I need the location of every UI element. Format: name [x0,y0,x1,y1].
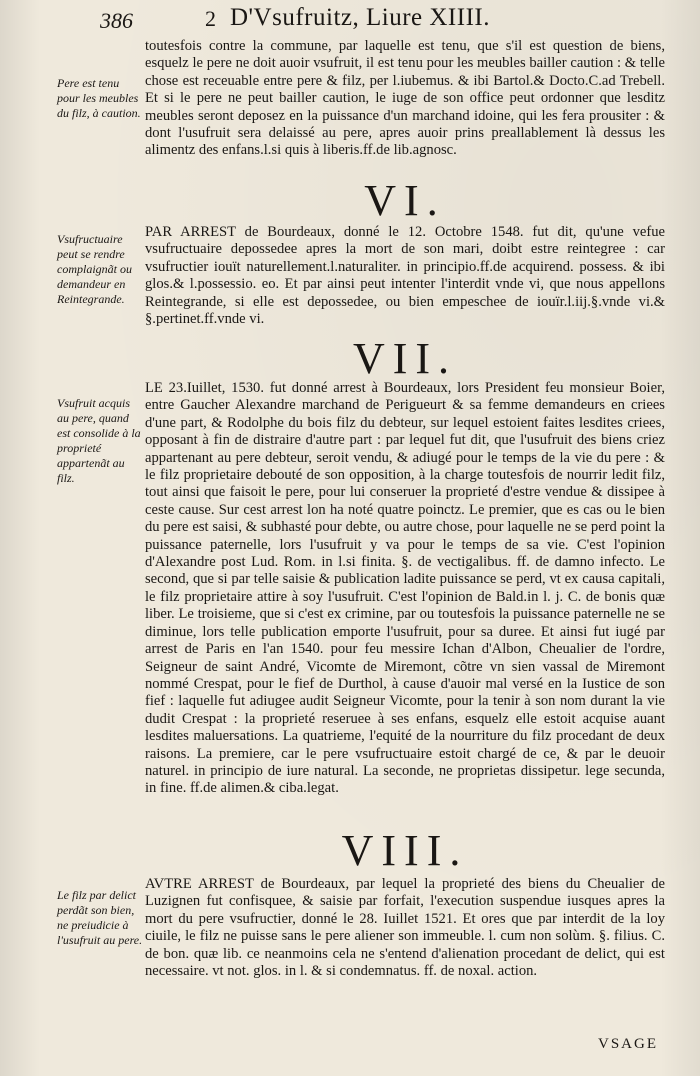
paragraph-section-viii: AVTRE ARREST de Bourdeaux, par lequel la proprieté des biens du Cheualier de Luzignen fut confisquee, & saisie par forfait, l'execution suspendue iusques apres la mort du pere vsufructier, donné le 28. Iuillet 1521. Et ores que par interdit de la loy ciuile, le filz ne puisse sans le pere aliener son immeuble. l. cum non solùm. §. filius. C. de bon. quæ lib. ce neanmoins cela ne s'entend d'alienation procedant de delict, qui est necessaire. vt not. glos. in l. & si condemnatus. ff. de noxal. action. [145,876,665,980]
paragraph-section-vii: LE 23.Iuillet, 1530. fut donné arrest à Bourdeaux, lors President feu monsieur Boier, entre Gaucher Alexandre marchand de Perigueurt & sa femme demandeurs en criees d'une part, & Rodolphe du bois filz du debteur, sur lequel estoient faites lesdites criees, opposant à fin de distraire d'autre part : par lequel fut dit, que l'usufruit des biens criez appartenant au pere debteur, seroit vendu, & adiugé pour le temps de la vie du pere : & le filz proprietaire debouté de son opposition, à la charge toutesfois de nourrir ledit filz, tout ainsi que faisoit le pere, pour lui conseruer la proprieté d'estre vendue & dissipee à ceste cause. Sur cest arrest lon ha noté quatre poinctz. Le premier, que es cas ou le bien du pere est saisi, & subhasté pour debte, ou autre chose, pour laquelle ne se perd point la puissance paternelle, lors l'usufruit y va pour le temps de sa vie. C'est l'opinion d'Alexandre post Lud. Rom. in l.si finita. §. de vectigalibus. ff. de damno infecto. Le second, que si par telle saisie & publication ladite puissance se perd, vt ex causa capitali, le filz proprietaire attire à soy l'usufruit. C'est l'opinion de Bald.in l. j. C. de bonis quæ liber. Le troisieme, que si c'est ex crimine, par ou toutesfois la puissance paternelle ne se diminue, lors telle publication emporte l'usufruit, pour sa duree. Et ainsi fut iugé par arrest de Paris en l'an 1540. pour feu messire Ichan d'Albon, Cheualier de l'ordre, Seigneur de saint André, Vicomte de Miremont, cõtre vn sien vassal de Miremont nommé Crespat, pour le fief de Durthol, à cause d'auoir mal versé en la Iustice de son fief : laquelle fut adiugee audit Seigneur Vicomte, pour la tenir à son nom durant la vie dudit Crespat : la proprieté reseruee à ses enfans, esquelz elle estoit acquise auant lesdites maluersations. La quatrieme, l'equité de la nourriture du filz procedant de deux raisons. La premiere, car le pere vsufructuaire estoit chargé de ce, & par le deuoir naturel. in principio de iure natural. La seconde, ne proprietas dissipetur. lege secunda, in fine. ff.de alimen.& ciba.legat. [145,380,665,797]
margin-note-filz-delict: Le filz par delict perdãt son bien, ne preiudicie à l'usufruit au pere. [57,888,143,947]
section-heading-vii: VII. [352,334,458,383]
section-heading-viii: VIII. [341,826,469,875]
paragraph-section-vi: PAR ARREST de Bourdeaux, donné le 12. Octobre 1548. fut dit, qu'une vefue vsufructuaire depossedee apres la mort de son mari, doibt estre reintegree : car vsufructier iouït naturellement.l.naturaliter. in principio.ff.de acquirend. possess. & ibi glos.& l.possessio. eo. Et par ainsi peut intenter l'interdit vnde vi, que nous appellons Reintegrande, si elle est depossedee, ou bien empeschee de iouïr.l.iij.§.vnde vi.& §.pertinet.ff.vnde vi. [145,224,665,328]
margin-note-usufruit-acquis: Vsufruit acquis au pere, quand est consolide à la proprieté appartenãt au filz. [57,396,141,485]
running-title: D'Vsufruitz, Liure XIIII. [230,4,490,31]
margin-note-reintegrande: Vsufructuaire peut se rendre complaignãt ou demandeur en Reintegrande. [57,232,132,306]
margin-note-caution: Pere est tenu pour les meubles du filz, à caution. [57,76,141,120]
catchword: VSAGE [597,1036,658,1052]
page-header [100,4,680,36]
paragraph-continuation: toutesfois contre la commune, par laquelle est tenu, que s'il est question de biens, esquelz le pere ne doit auoir vsufruit, il est tenu pour les meubles bailler caution : & telle chose est receuable entre pere & filz, per l.iubemus. & ibi Bartol.& Docto.C.ad Trebell. Et si le pere ne peut bailler caution, le iuge de son office peut ordonner que lesditz meubles seront deposez en la puissance d'un marchand idoine, qui les fera prousiter : & dont l'usufruit sera delaissé au pere, apres auoir prins preallablement là dessus les alimentz des enfans.l.si quis à liberis.ff.de lib.agnosc. [145,38,665,159]
section-heading-vi: VI. [364,176,446,225]
page-number: 386 [100,8,133,33]
signature-mark: 2 [205,6,216,31]
